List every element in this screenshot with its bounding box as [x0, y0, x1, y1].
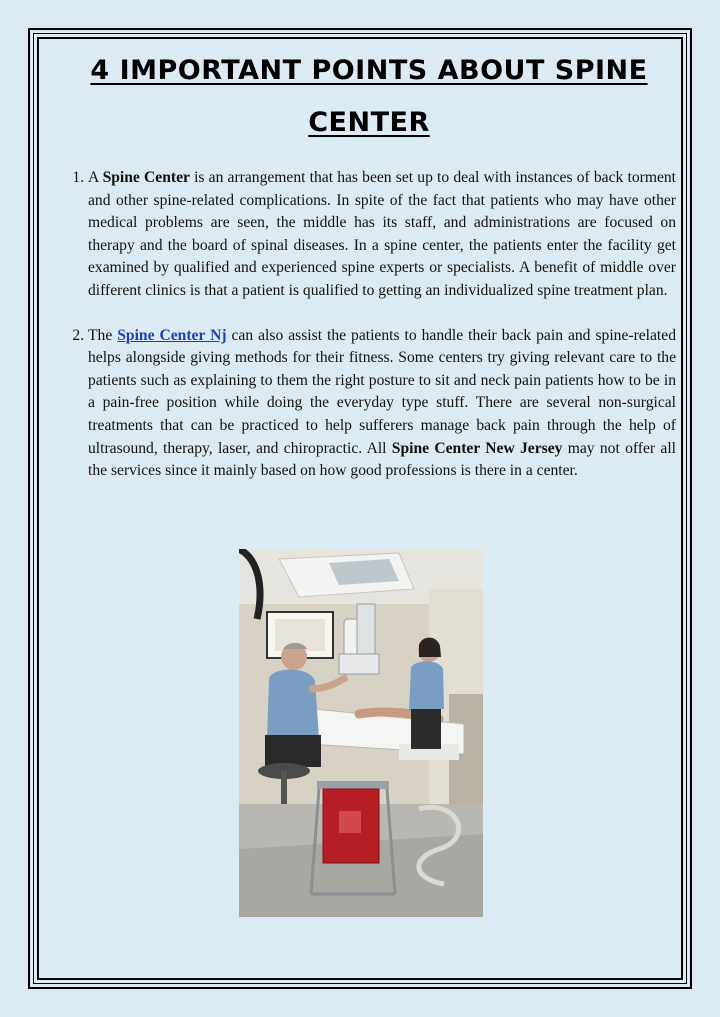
- point-1-text: is an arrangement that has been set up to deal with instances of back torment and other spine-related complications. In spite of the fact that patients who may have other medical problems are seen, the middle has its staff, and administrations are focused on therapy and the board of spinal diseases. In a spine center, the patients enter the facility get examined by qualified and experienced spine experts or specialists. A benefit of middle over different clinics is that a patient is qualified to getting an individualized spine treatment plan.: [88, 169, 676, 299]
- point-2-text: can also assist the patients to handle their back pain and spine-related helps alongside giving methods for their fitness. Some centers try giving relevant care to the patients such as explaining to them the right posture to sit and neck pain patients how to be in a pain-free position while doing the everyday type stuff. There are several non-surgical treatments that can be practiced to help sufferers manage back pain through the help of ultrasound, therapy, laser, and chiropractic. All: [88, 326, 676, 457]
- point-1-keyword: Spine Center: [102, 169, 190, 186]
- title-line-1: 4 IMPORTANT POINTS ABOUT SPINE: [90, 55, 648, 86]
- page-title: [62, 45, 676, 149]
- point-2-prefix: The: [88, 326, 118, 344]
- point-1-prefix: A: [88, 169, 103, 186]
- list-item: [88, 325, 676, 483]
- point-2-text-end: may not offer all the services since it mainly based on how good professions is there in a center.: [88, 439, 676, 480]
- document-body: [62, 45, 676, 505]
- points-list: [62, 167, 676, 483]
- point-2-keyword: Spine Center New Jersey: [391, 439, 563, 457]
- list-item: [88, 167, 676, 303]
- title-line-2: CENTER: [308, 107, 430, 138]
- clinic-photo: [239, 549, 483, 917]
- spine-center-nj-link[interactable]: Spine Center Nj: [117, 326, 227, 344]
